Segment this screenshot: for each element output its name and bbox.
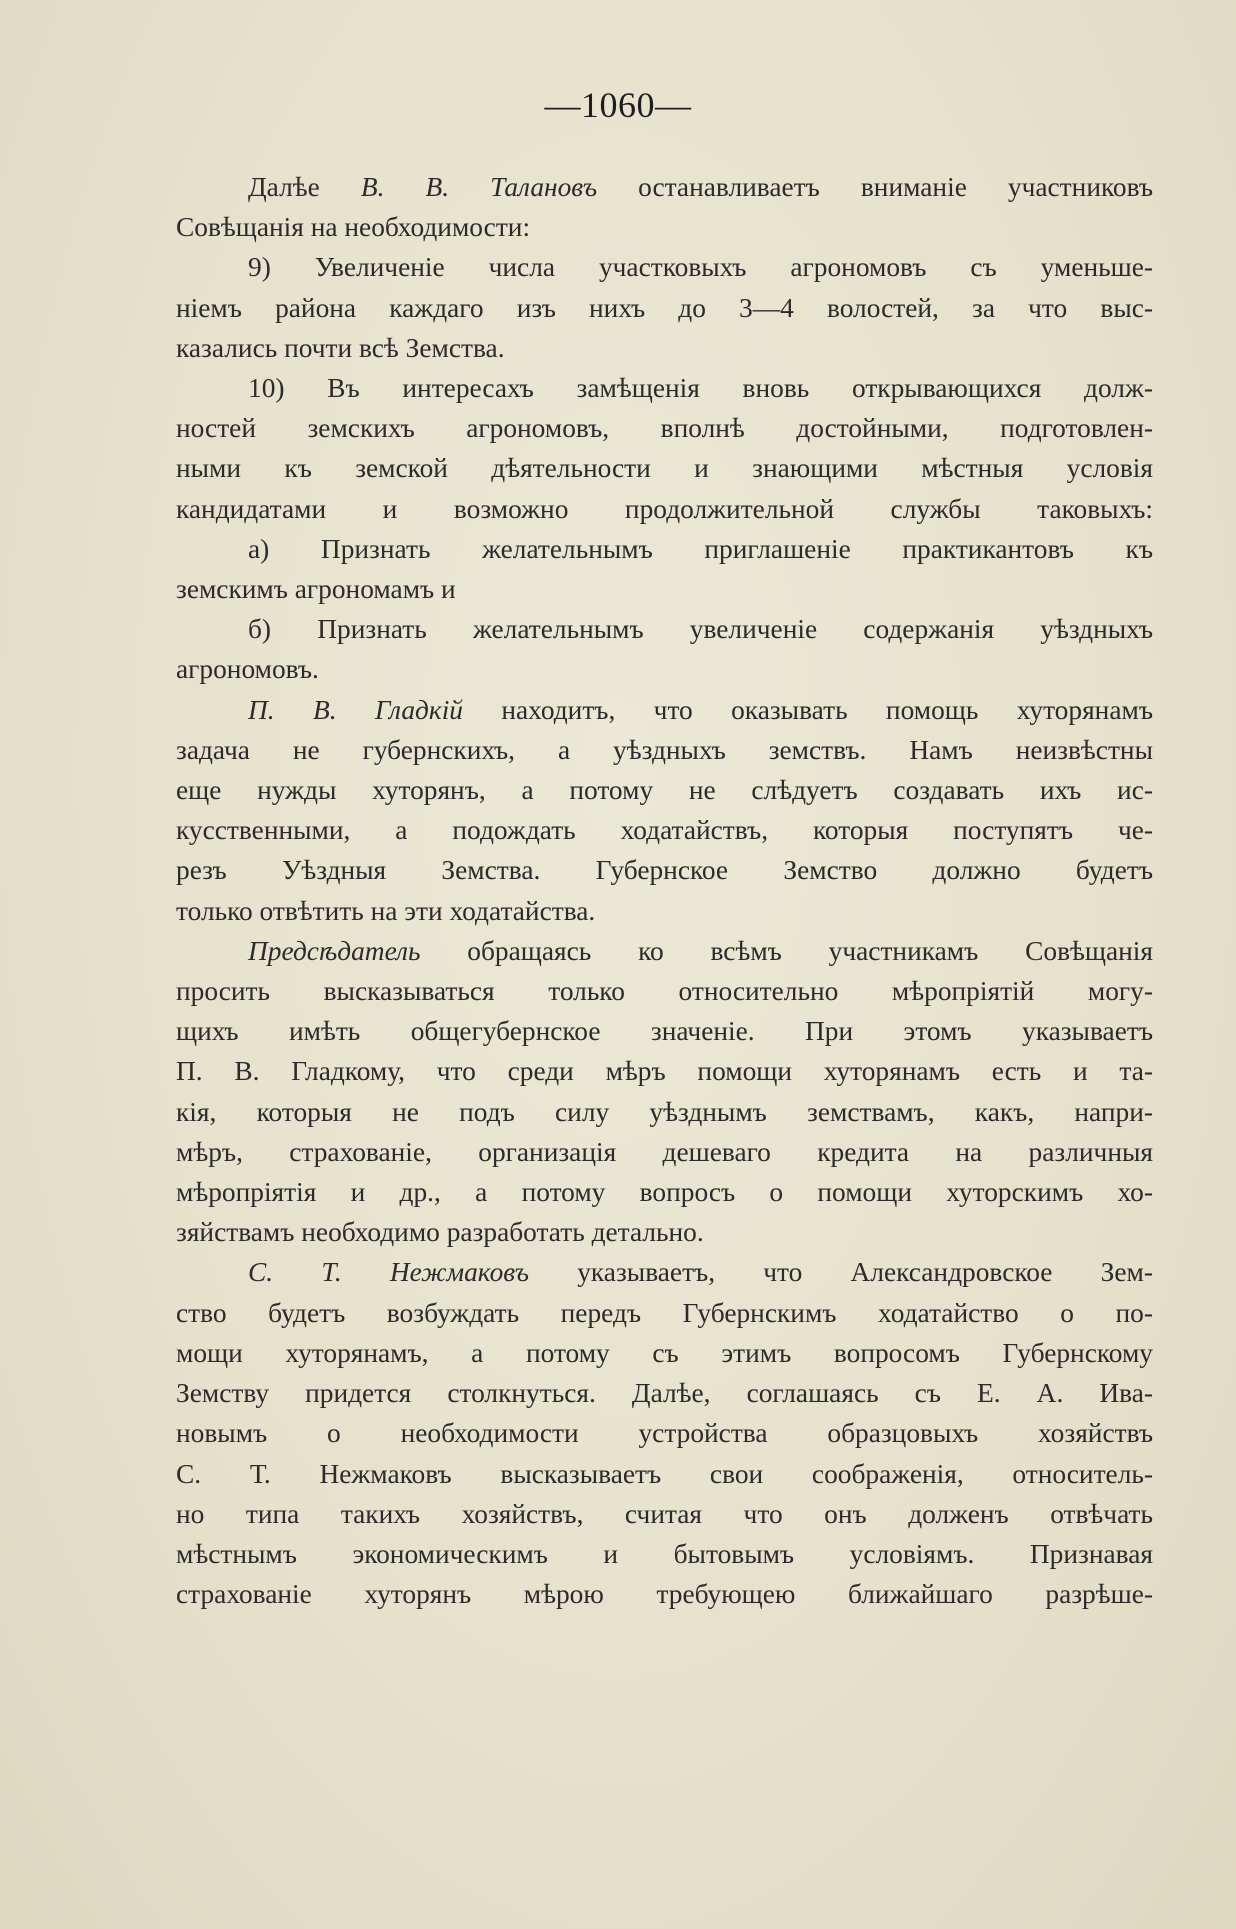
text-line: кандидатами и возможно продолжительной службы таковыхъ: (176, 493, 1153, 524)
text-line: б) Признать желательнымъ увеличеніе содержанія уѣздныхъ (248, 614, 1153, 645)
speaker-name: Предсѣдатель (248, 935, 421, 966)
text-span: находитъ, что оказывать помощь хуторянамъ (463, 694, 1153, 725)
text-line: только отвѣтить на эти ходатайства. (176, 895, 596, 926)
speaker-name: В. В. Талановъ (360, 172, 598, 202)
speaker-name: П. В. Гладкій (248, 694, 463, 725)
text-line: Совѣщанія на необходимости: (176, 212, 531, 243)
paragraph-item-b (176, 609, 1153, 689)
text-line (176, 931, 1153, 971)
paragraph-talanov-intro (176, 167, 1153, 247)
paragraph-chairman (176, 931, 1153, 1253)
text-span: указываетъ, что Александровское Зем- (529, 1257, 1153, 1288)
text-line: агрономовъ. (176, 654, 319, 685)
text-line: Земству придется столкнуться. Далѣе, соглашаясь съ Е. А. Ива- (176, 1378, 1153, 1409)
text-line: щихъ имѣть общегубернское значеніе. При этомъ указываетъ (176, 1016, 1153, 1047)
text-line: ными къ земской дѣятельности и знающими мѣстныя условія (176, 453, 1153, 484)
text-line: мѣстнымъ экономическимъ и бытовымъ условіямъ. Признавая (176, 1538, 1153, 1569)
text-line: а) Признать желательнымъ приглашеніе практикантовъ къ (248, 533, 1153, 564)
text-line: задача не губернскихъ, а уѣздныхъ земствъ. Намъ неизвѣстны (176, 734, 1153, 765)
paragraph-item-9 (176, 247, 1153, 368)
text-line: еще нужды хуторянъ, а потому не слѣдуетъ создавать ихъ ис- (176, 775, 1153, 806)
text-span: останавливаетъ вниманіе участниковъ (597, 172, 1153, 202)
document-body (176, 167, 1153, 1614)
text-line: мощи хуторянамъ, а потому съ этимъ вопросомъ Губернскому (176, 1337, 1153, 1368)
paragraph-item-a (176, 529, 1153, 609)
text-span: Далѣе (248, 172, 361, 202)
text-span: обращаясь ко всѣмъ участникамъ Совѣщанія (420, 935, 1153, 966)
text-line: но типа такихъ хозяйствъ, считая что онъ долженъ отвѣчать (176, 1498, 1153, 1529)
text-line: мѣръ, страхованіе, организація дешеваго кредита на различныя (176, 1136, 1153, 1167)
paragraph-item-10 (176, 368, 1153, 529)
text-line: кусственными, а подождать ходатайствъ, которыя поступятъ че- (176, 815, 1153, 846)
text-line: зяйствамъ необходимо разработать детально. (176, 1217, 704, 1248)
text-line: ство будетъ возбуждать передъ Губернскимъ ходатайство о по- (176, 1297, 1153, 1328)
text-line: кія, которыя не подъ силу уѣзднымъ земствамъ, какъ, напри- (176, 1096, 1153, 1127)
text-line (176, 1252, 1153, 1292)
text-line: 10) Въ интересахъ замѣщенія вновь открывающихся долж- (248, 373, 1153, 404)
speaker-name: С. Т. Нежмаковъ (248, 1257, 530, 1288)
page-number: —1060— (544, 85, 692, 125)
text-line: страхованіе хуторянъ мѣрою требующею ближайшаго разрѣше- (176, 1579, 1153, 1610)
text-line (176, 167, 1153, 207)
text-line: 9) Увеличеніе числа участковыхъ агрономовъ съ уменьше- (248, 252, 1153, 283)
text-line: новымъ о необходимости устройства образцовыхъ хозяйствъ (176, 1418, 1153, 1449)
text-line (176, 690, 1153, 730)
text-line: С. Т. Нежмаковъ высказываетъ свои соображенія, относитель- (176, 1458, 1153, 1489)
paragraph-gladkiy (176, 690, 1153, 931)
text-line: земскимъ агрономамъ и (176, 574, 456, 605)
text-line: ностей земскихъ агрономовъ, вполнѣ достойными, подготовлен- (176, 413, 1153, 444)
text-line: казались почти всѣ Земства. (176, 332, 505, 363)
text-line: просить высказываться только относительно мѣропріятій могу- (176, 976, 1153, 1007)
text-line: П. В. Гладкому, что среди мѣръ помощи хуторянамъ есть и та- (176, 1056, 1153, 1087)
text-line: мѣропріятія и др., а потому вопросъ о помощи хуторскимъ хо- (176, 1177, 1153, 1208)
text-line: ніемъ района каждаго изъ нихъ до 3—4 волостей, за что выс- (176, 292, 1153, 323)
text-line: резъ Уѣздныя Земства. Губернское Земство должно будетъ (176, 855, 1153, 886)
paragraph-nezhmakov (176, 1252, 1153, 1614)
